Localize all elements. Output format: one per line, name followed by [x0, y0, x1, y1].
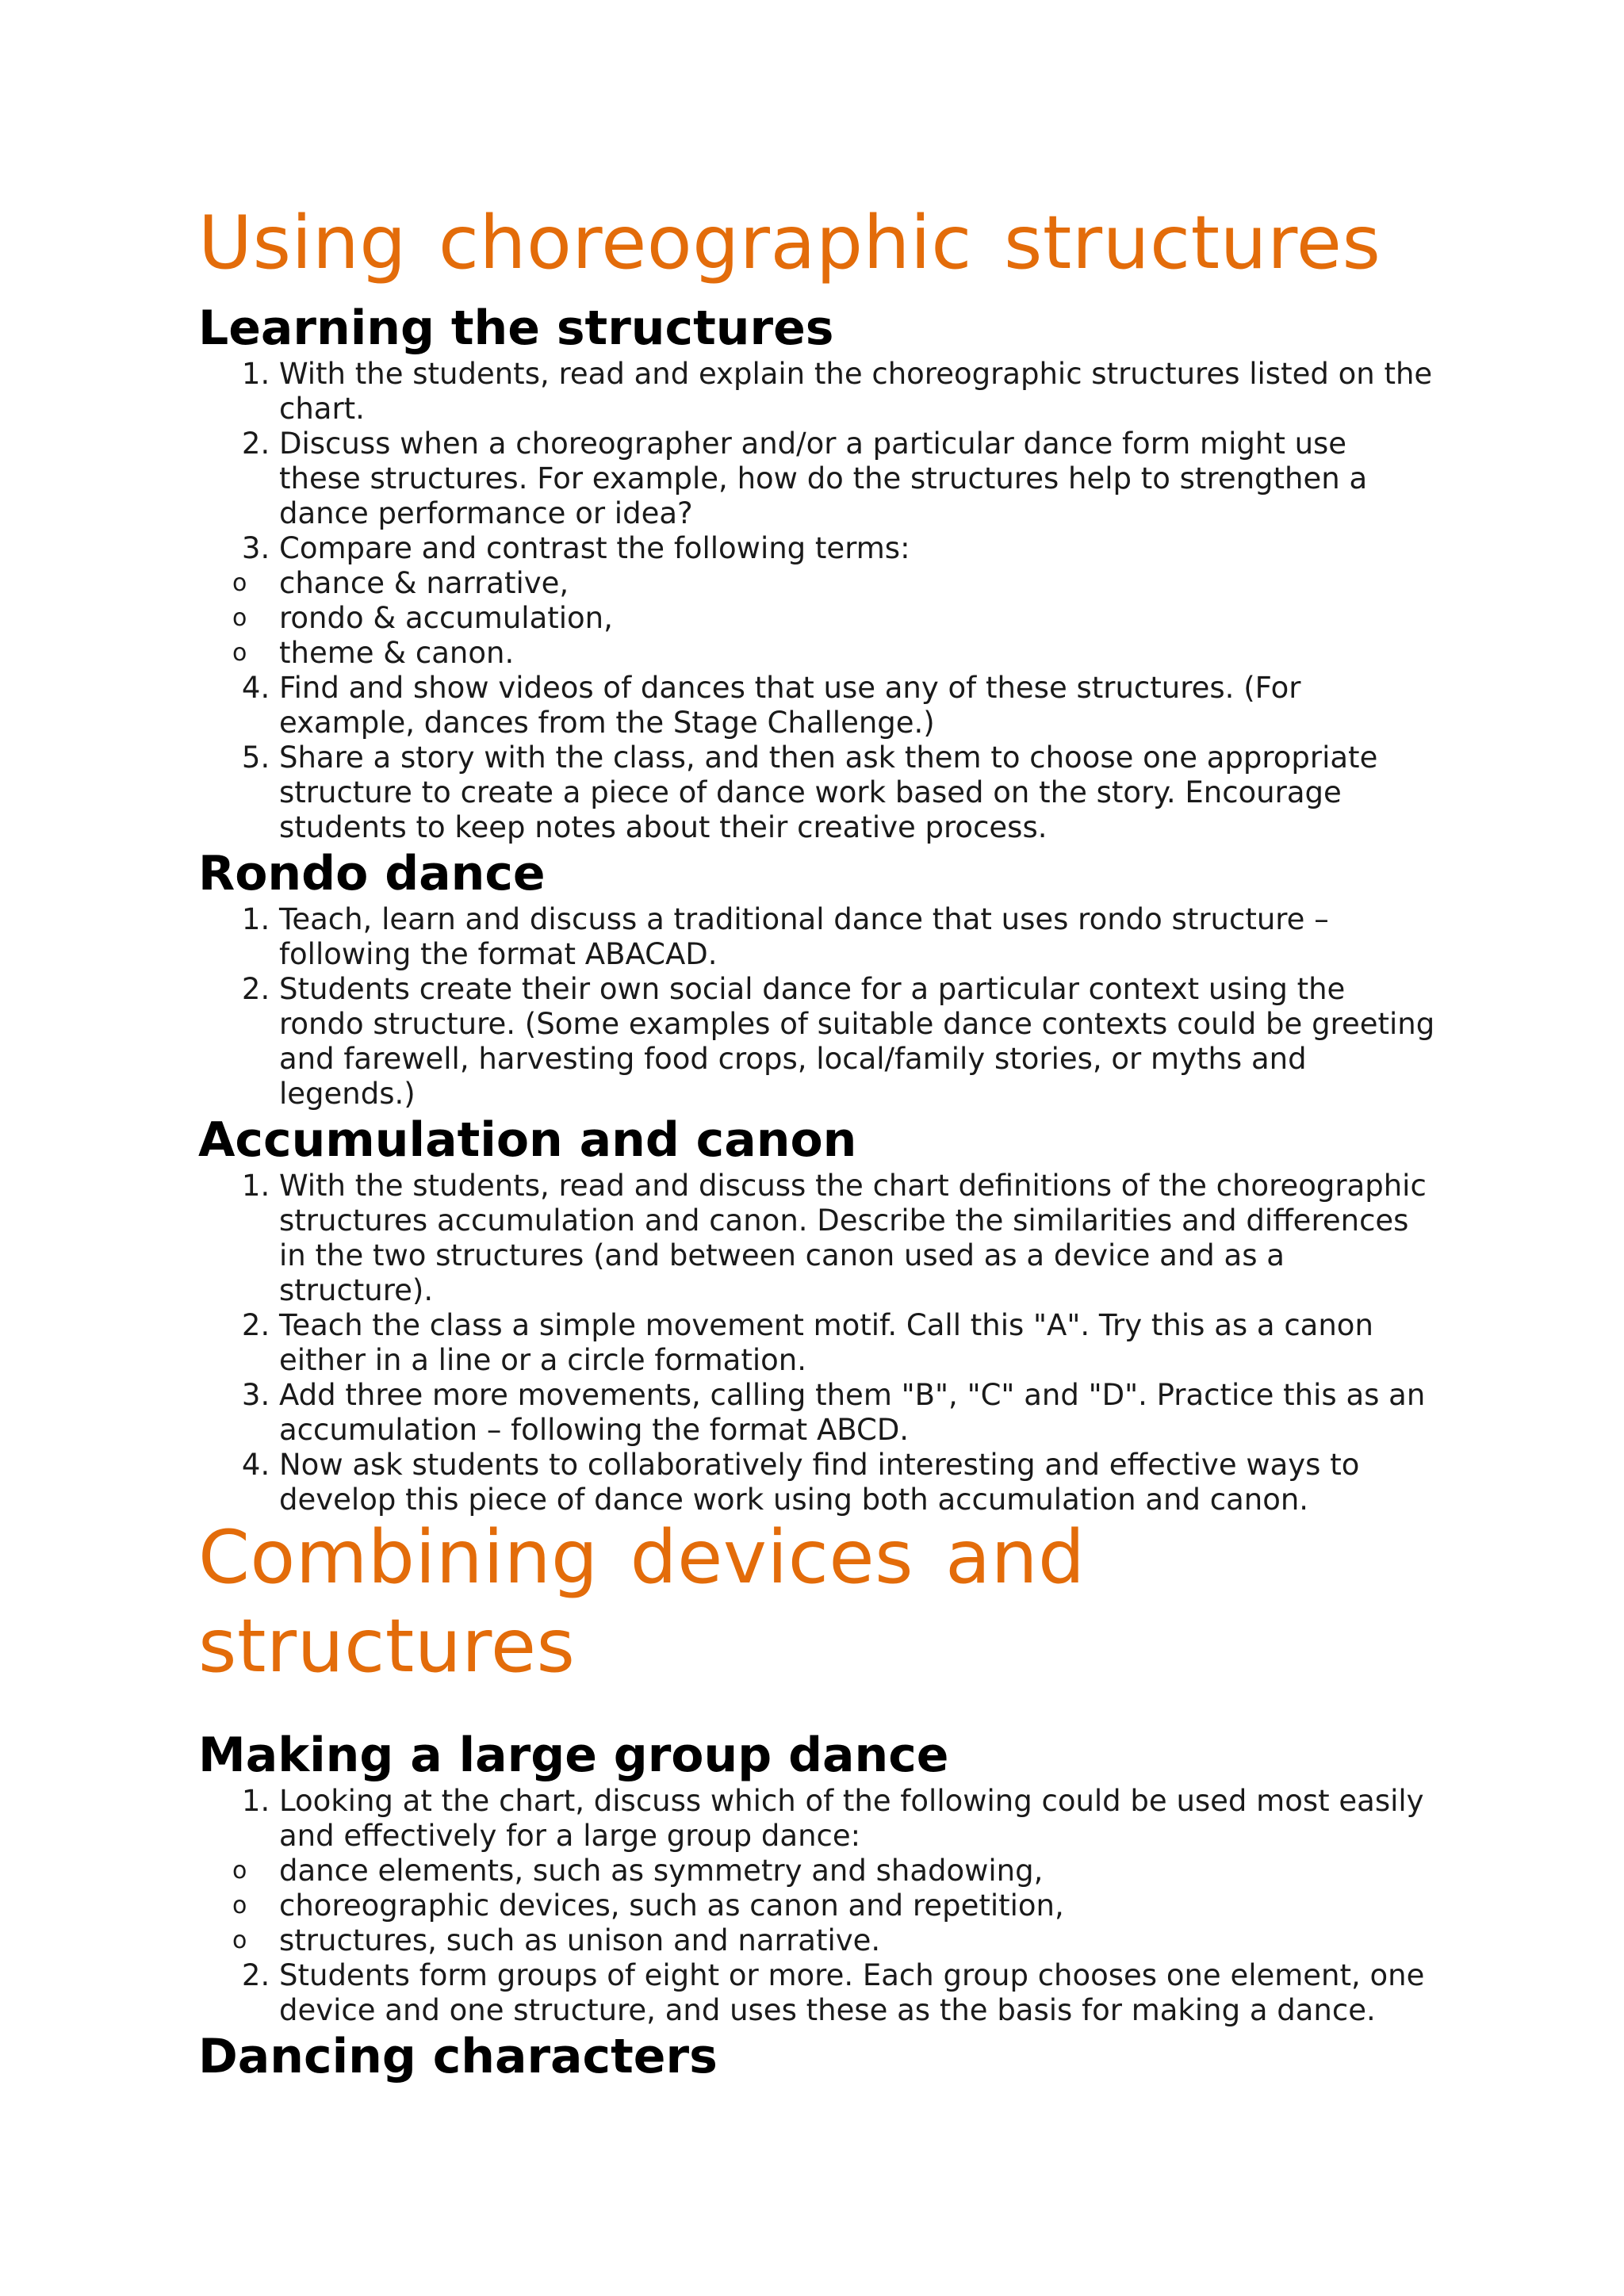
subsection-heading-learning-structures: Learning the structures [198, 300, 834, 356]
list-item: 3. Add three more movements, calling them "B", "C" and "D". Practice this as an accumulation – following the format ABCD. [279, 1378, 1435, 1448]
accumulation-canon-list [198, 1169, 1435, 1517]
circle-bullet-icon: o [232, 1927, 247, 1954]
list-item: 5. Share a story with the class, and then ask them to choose one appropriate structure to create a piece of dance work based on the story. Encourage students to keep notes about their creative process. [279, 740, 1435, 845]
circle-bullet-icon: o [232, 604, 247, 632]
large-group-dance-list [198, 1784, 1435, 2028]
circle-bullet-icon: o [232, 1857, 247, 1885]
list-item: 3. Compare and contrast the following terms: o chance & narrative, o rondo & accumulation, o theme & canon. [279, 531, 1435, 671]
subsection-heading-accumulation-canon: Accumulation and canon [198, 1112, 857, 1168]
sublist-item: o theme & canon. [232, 636, 515, 670]
chart-options-sublist [232, 1854, 1435, 1958]
list-item: 1. With the students, read and explain the choreographic structures listed on the chart. [279, 357, 1435, 427]
list-item: 1. Teach, learn and discuss a traditional dance that uses rondo structure – following the format ABACAD. [279, 902, 1435, 972]
sublist-item: o structures, such as unison and narrative. [232, 1923, 881, 1957]
list-item: 1. With the students, read and discuss the chart definitions of the choreographic structures accumulation and canon. Describe the similarities and differences in the two structures (and between canon used as a device and as a structure). [279, 1169, 1435, 1308]
list-item: 4. Find and show videos of dances that use any of these structures. (For example, dances from the Stage Challenge.) [279, 671, 1435, 740]
list-item: 2. Teach the class a simple movement motif. Call this "A". Try this as a canon either in a line or a circle formation. [279, 1308, 1435, 1378]
section-title: Combining devices and structures [198, 1514, 1086, 1689]
sublist-item: o dance elements, such as symmetry and shadowing, [232, 1854, 1044, 1888]
list-item: 2. Discuss when a choreographer and/or a particular dance form might use these structures. For example, how do the structures help to strengthen a dance performance or idea? [279, 427, 1435, 531]
circle-bullet-icon: o [232, 639, 247, 667]
list-item: 2. Students create their own social dance for a particular context using the rondo structure. (Some examples of suitable dance contexts could be greeting and farewell, harvesting food crops, local/family stories, or myths and legends.) [279, 972, 1435, 1112]
subsection-heading-dancing-characters: Dancing characters [198, 2029, 718, 2084]
list-item: 2. Students form groups of eight or more. Each group chooses one element, one device and one structure, and uses these as the basis for making a dance. [279, 1958, 1435, 2028]
subsection-heading-large-group-dance: Making a large group dance [198, 1728, 949, 1783]
section-combining-devices-structures [198, 1513, 1435, 2085]
list-item: 1. Looking at the chart, discuss which of the following could be used most easily and effectively for a large group dance: o dance elements, such as symmetry and shadowing, o choreographic devices, such as canon and repetition, o structures, such as unison and narrative. [279, 1784, 1435, 1958]
circle-bullet-icon: o [232, 1892, 247, 1919]
list-item: 4. Now ask students to collaboratively find interesting and effective ways to develop this piece of dance work using both accumulation and canon. [279, 1448, 1435, 1517]
rondo-dance-list [198, 902, 1435, 1112]
sublist-item: o rondo & accumulation, [232, 601, 613, 635]
subsection-heading-rondo-dance: Rondo dance [198, 846, 546, 901]
learning-structures-list [198, 357, 1435, 845]
circle-bullet-icon: o [232, 569, 247, 597]
section-using-choreographic-structures [198, 198, 1435, 1517]
compare-terms-sublist [232, 566, 1435, 671]
sublist-item: o chance & narrative, [232, 566, 569, 600]
section-title: Using choreographic structures [198, 200, 1381, 285]
sublist-item: o choreographic devices, such as canon and repetition, [232, 1888, 1064, 1923]
